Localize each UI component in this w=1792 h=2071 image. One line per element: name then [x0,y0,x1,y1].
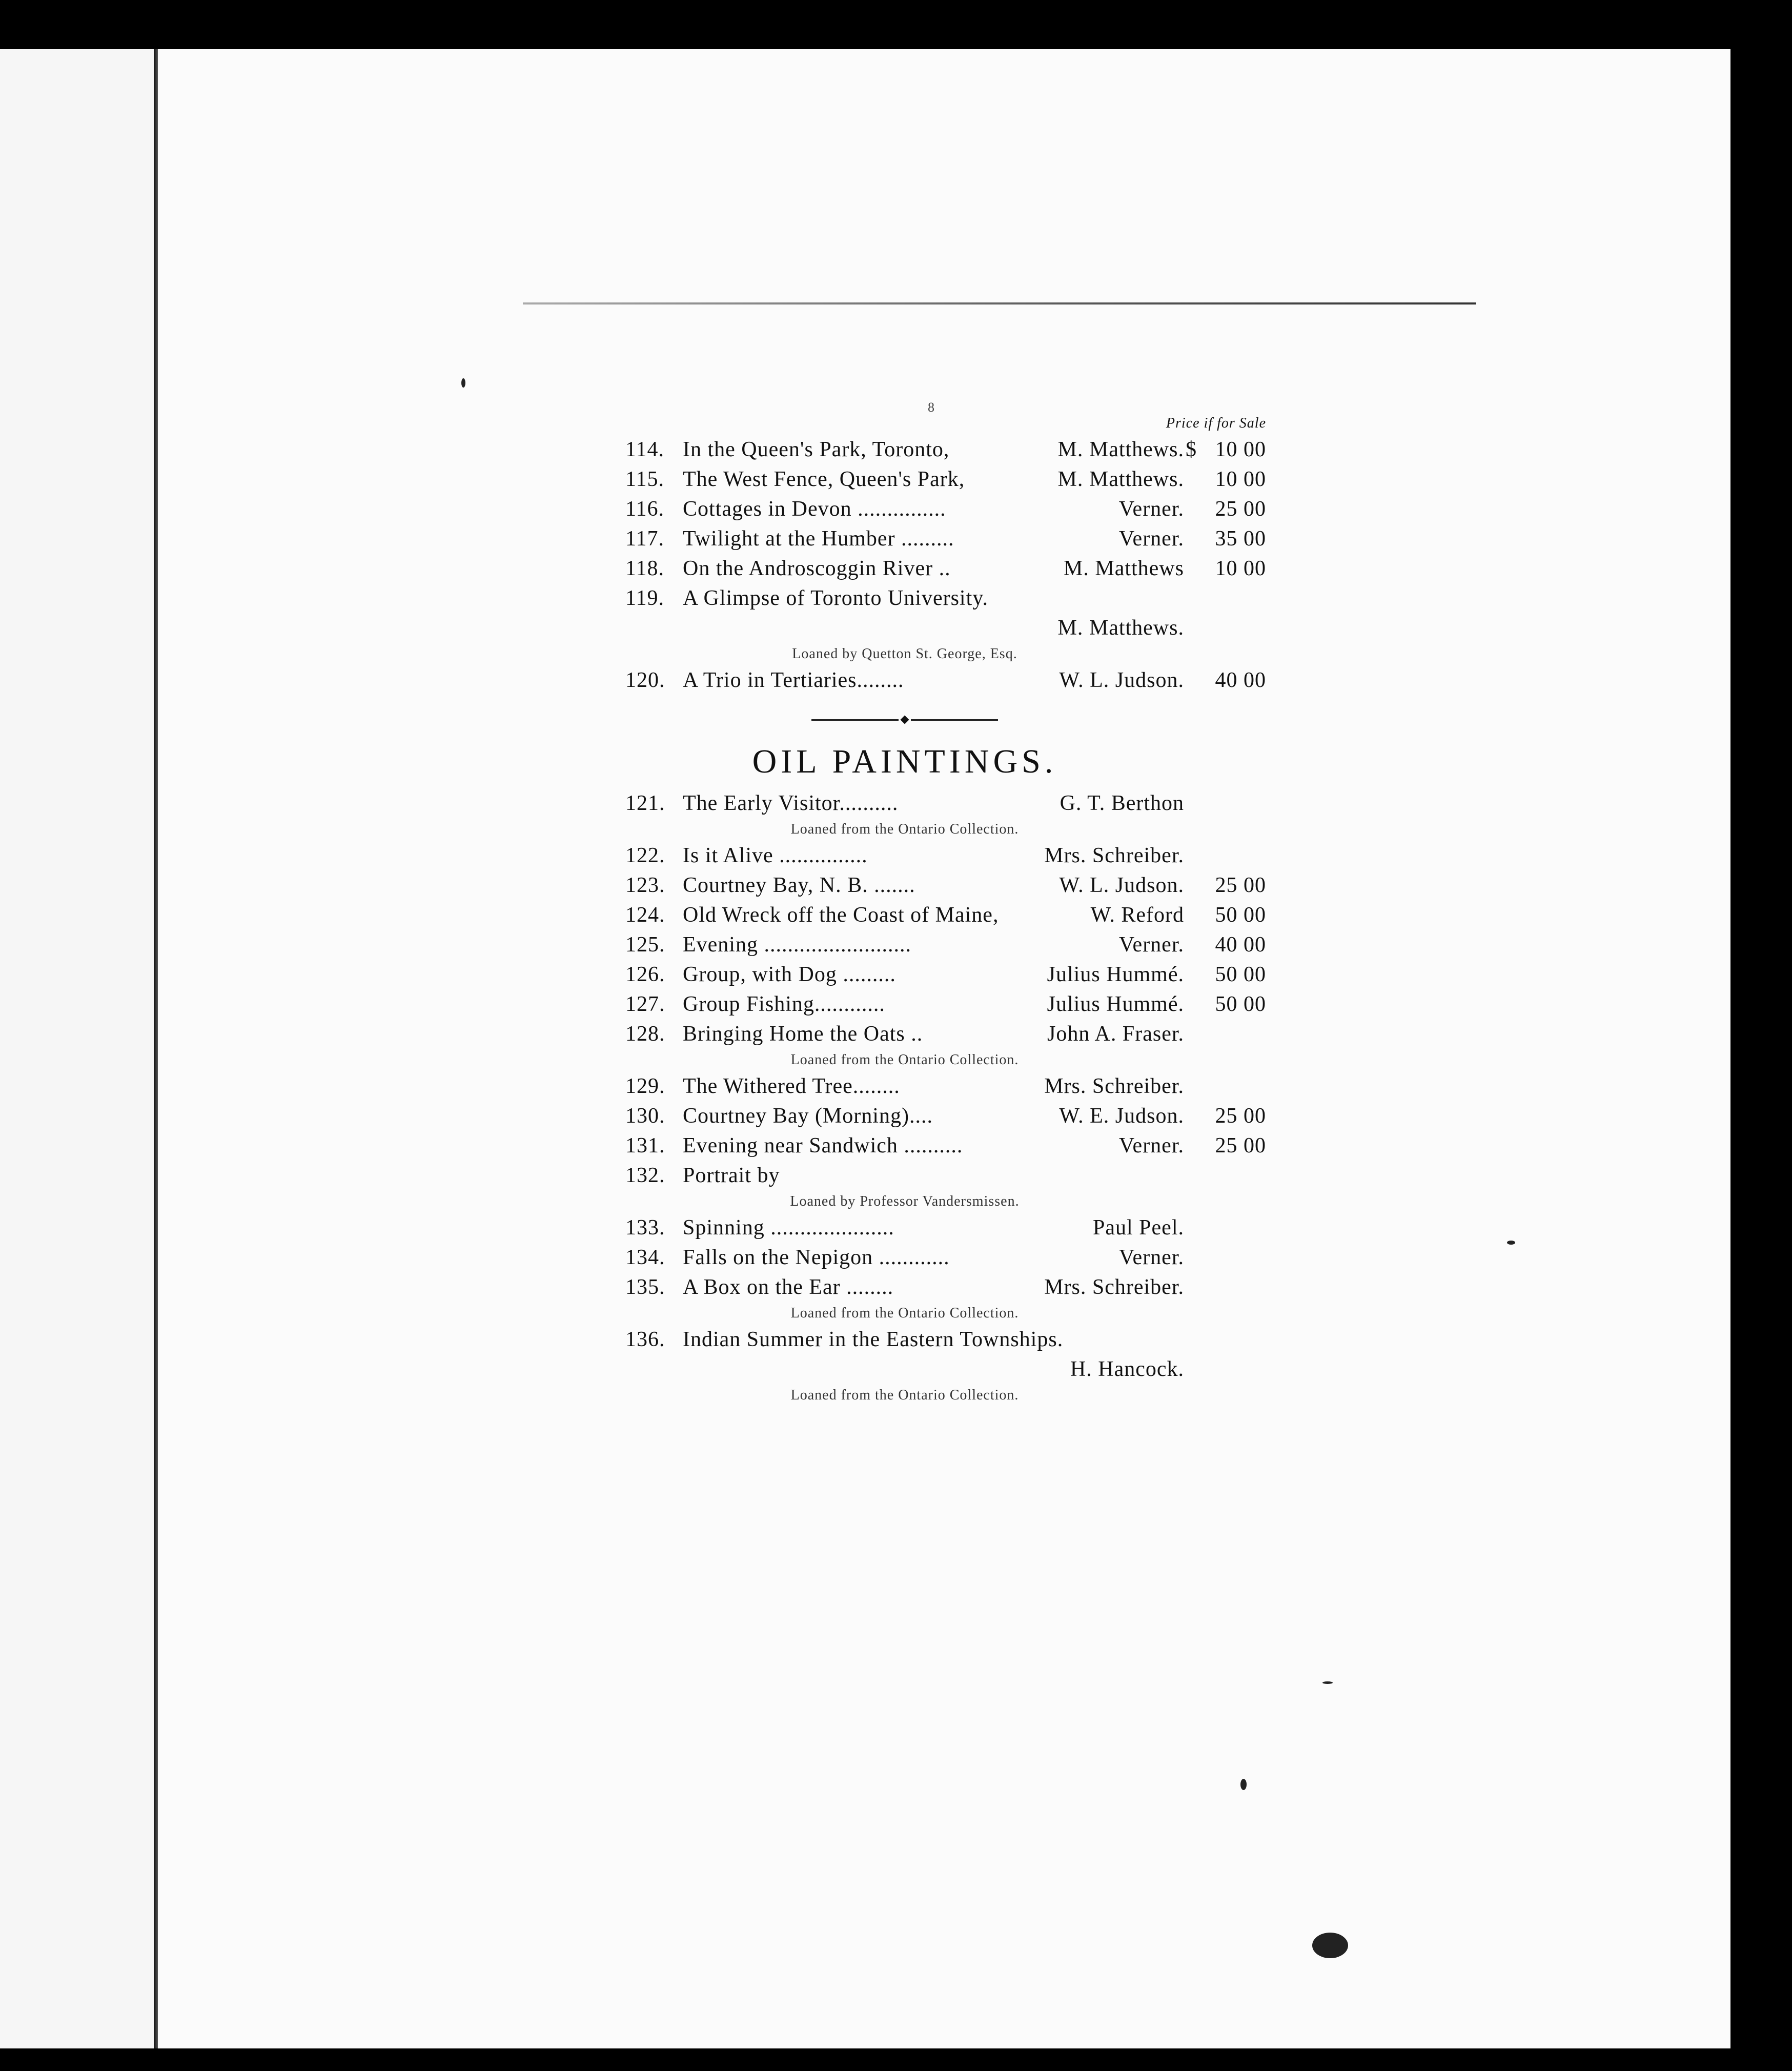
entry-artist: Mrs. Schreiber. [1044,1275,1184,1299]
entry-title: Group, with Dog ......... [683,963,896,986]
section-divider-ornament [625,717,1266,723]
entry-artist: Paul Peel. [1093,1216,1184,1240]
loan-note: Loaned from the Ontario Collection. [790,1387,1019,1403]
entry-title: Bringing Home the Oats .. [683,1022,923,1046]
entry-number: 123. [625,874,665,897]
entry-number: 133. [625,1216,665,1240]
entry-artist: W. L. Judson. [1059,874,1184,897]
loan-note: Loaned from the Ontario Collection. [790,821,1019,837]
catalogue-entry [625,524,1266,554]
catalogue-entry [625,841,1266,870]
entry-title: The Withered Tree........ [683,1074,900,1098]
entry-artist: W. E. Judson. [1059,1104,1184,1128]
left-gutter [0,49,154,2048]
entry-number: 122. [625,844,665,867]
catalogue-entry [625,900,1266,930]
loan-note: Loaned from the Ontario Collection. [790,1305,1019,1321]
ink-speck [1322,1681,1333,1684]
entry-title: A Glimpse of Toronto University. [683,586,989,610]
entry-price: 35 00 [1215,527,1266,551]
entry-artist: G. T. Berthon [1060,791,1184,815]
catalogue-entry [625,870,1266,900]
entry-title: Twilight at the Humber ......... [683,527,954,551]
catalogue-entry [625,494,1266,524]
entry-title: Falls on the Nepigon ............ [683,1246,950,1269]
catalogue-entry [625,1213,1266,1243]
entry-number: 136. [625,1328,665,1351]
catalogue-entry [625,989,1266,1019]
entry-number: 125. [625,933,665,957]
ink-speck [1507,1241,1515,1245]
ink-speck [1312,1933,1348,1958]
entry-number: 118. [625,557,664,580]
catalogue-column [625,415,1266,1407]
entry-title: The West Fence, Queen's Park, [683,468,965,491]
entry-title: A Box on the Ear ........ [683,1275,894,1299]
entry-title: On the Androscoggin River .. [683,557,951,580]
entry-title: Evening near Sandwich .......... [683,1134,963,1158]
ink-speck [461,378,465,388]
entry-title: A Trio in Tertiaries........ [683,668,904,692]
top-rule [523,302,1476,304]
catalogue-entry [625,1243,1266,1272]
divider-line [911,719,998,721]
catalogue-entry [625,435,1266,464]
entry-price: 25 00 [1215,1134,1266,1158]
entry-number: 128. [625,1022,665,1046]
entry-number: 127. [625,992,665,1016]
entry-artist: W. L. Judson. [1059,668,1184,692]
entry-title: Cottages in Devon ............... [683,497,946,521]
entry-number: 119. [625,586,664,610]
entry-number: 134. [625,1246,665,1269]
ink-speck [1240,1779,1247,1790]
entry-price: 10 00 [1215,438,1266,461]
entry-artist: Julius Hummé. [1047,992,1184,1016]
entry-price: 50 00 [1215,903,1266,927]
entry-number: 120. [625,668,665,692]
entry-price: 50 00 [1215,992,1266,1016]
entry-artist: M. Matthews. [1057,468,1184,491]
entry-title: Courtney Bay (Morning).... [683,1104,933,1128]
loan-note: Loaned by Quetton St. George, Esq. [792,646,1017,662]
entry-number: 114. [625,438,664,461]
entry-artist: Verner. [1118,527,1184,551]
entry-title: Indian Summer in the Eastern Townships. [683,1328,1064,1351]
catalogue-entry [625,788,1266,818]
entry-title: The Early Visitor.......... [683,791,899,815]
entry-title: Old Wreck off the Coast of Maine, [683,903,999,927]
entry-artist: Verner. [1118,1246,1184,1269]
entry-number: 117. [625,527,664,551]
entry-artist: M. Matthews. [1057,438,1184,461]
entry-title: Is it Alive ............... [683,844,868,867]
entry-price: 50 00 [1215,963,1266,986]
entry-price: 40 00 [1215,933,1266,957]
entry-title: In the Queen's Park, Toronto, [683,438,950,461]
entry-price: 10 00 [1215,468,1266,491]
entry-number: 124. [625,903,665,927]
entry-number: 126. [625,963,665,986]
catalogue-entry [625,1272,1266,1302]
entry-artist: H. Hancock. [1070,1357,1184,1381]
entry-artist: Julius Hummé. [1047,963,1184,986]
catalogue-entry [625,1161,1266,1190]
entry-artist: Mrs. Schreiber. [1044,844,1184,867]
entry-title: Portrait by [683,1164,780,1187]
price-column-header: Price if for Sale [1166,415,1266,431]
entry-artist: Verner. [1118,497,1184,521]
catalogue-entry [625,1071,1266,1101]
entry-price: 25 00 [1215,497,1266,521]
catalogue-entry-119 [625,583,1266,613]
divider-line [811,719,899,721]
divider-diamond [901,716,909,724]
entry-title: Courtney Bay, N. B. ....... [683,874,915,897]
entry-price: 40 00 [1215,668,1266,692]
catalogue-entry [625,554,1266,583]
loan-note: Loaned by Professor Vandersmissen. [790,1193,1020,1209]
entry-price: 25 00 [1215,1104,1266,1128]
catalogue-entry [625,930,1266,960]
entry-artist: M. Matthews [1064,557,1184,580]
entry-artist: John A. Fraser. [1047,1022,1184,1046]
page-fold-shadow [154,49,158,2048]
catalogue-entry [625,1101,1266,1131]
entry-number: 132. [625,1164,665,1187]
entry-price: 25 00 [1215,874,1266,897]
catalogue-entry [625,960,1266,989]
entry-artist: M. Matthews. [1057,616,1184,640]
section-heading: OIL PAINTINGS. [752,743,1057,780]
entry-artist: Verner. [1118,933,1184,957]
entry-currency: $ [1186,438,1197,461]
entry-number: 129. [625,1074,665,1098]
entry-number: 115. [625,468,664,491]
watercolour-list [625,435,1266,583]
loan-note: Loaned from the Ontario Collection. [790,1052,1019,1068]
entry-artist: Mrs. Schreiber. [1044,1074,1184,1098]
entry-number: 121. [625,791,665,815]
entry-title: Group Fishing............ [683,992,885,1016]
entry-number: 130. [625,1104,665,1128]
entry-title: Spinning ..................... [683,1216,894,1240]
catalogue-entry-120 [625,665,1266,695]
entry-price: 10 00 [1215,557,1266,580]
entry-number: 116. [625,497,664,521]
entry-number: 135. [625,1275,665,1299]
entry-artist: Verner. [1118,1134,1184,1158]
catalogue-entry [625,1131,1266,1161]
catalogue-entry [625,464,1266,494]
entry-number: 131. [625,1134,665,1158]
page-number: 8 [928,400,934,415]
catalogue-entry [625,1019,1266,1049]
oil-paintings-list [625,788,1266,1325]
entry-title: Evening ......................... [683,933,911,957]
entry-artist: W. Reford [1090,903,1184,927]
catalogue-entry-136 [625,1325,1266,1354]
